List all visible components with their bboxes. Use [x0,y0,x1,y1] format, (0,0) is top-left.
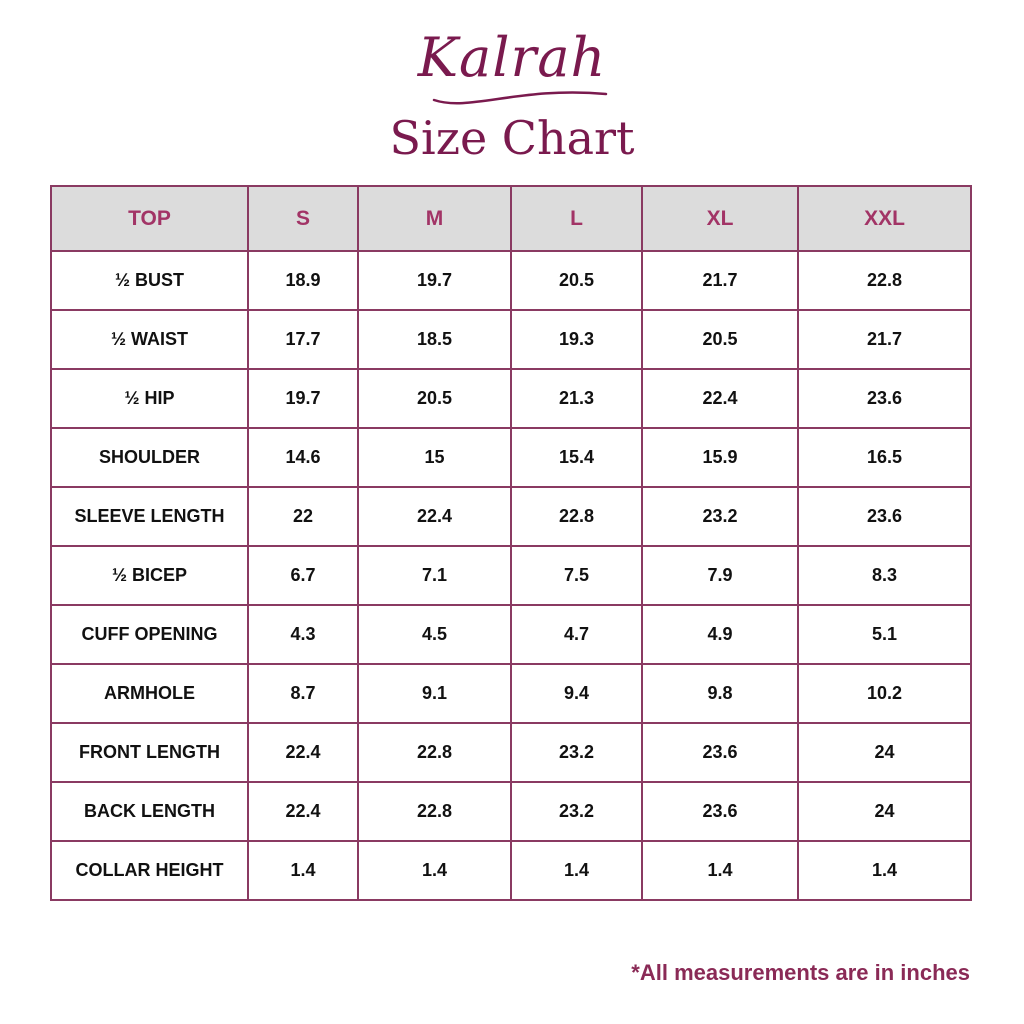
row-label: FRONT LENGTH [51,723,248,782]
column-header-xxl: XXL [798,186,971,251]
table-cell: 1.4 [358,841,511,900]
table-cell: 24 [798,723,971,782]
table-cell: 19.7 [358,251,511,310]
column-header-m: M [358,186,511,251]
table-cell: 24 [798,782,971,841]
row-label: SHOULDER [51,428,248,487]
table-cell: 19.3 [511,310,642,369]
table-row [51,841,971,900]
table-row [51,664,971,723]
table-cell: 7.1 [358,546,511,605]
table-cell: 16.5 [798,428,971,487]
table-cell: 22.8 [798,251,971,310]
table-row [51,310,971,369]
table-cell: 21.3 [511,369,642,428]
row-label: ARMHOLE [51,664,248,723]
measurement-footnote: *All measurements are in inches [631,960,970,985]
row-label: ½ BUST [51,251,248,310]
table-row [51,251,971,310]
table-cell: 20.5 [511,251,642,310]
page-title: Size Chart [389,111,635,165]
table-cell: 4.3 [248,605,358,664]
column-header-xl: XL [642,186,798,251]
table-row [51,428,971,487]
table-cell: 21.7 [798,310,971,369]
table-cell: 5.1 [798,605,971,664]
table-cell: 20.5 [642,310,798,369]
column-header-l: L [511,186,642,251]
table-cell: 23.6 [798,487,971,546]
table-cell: 21.7 [642,251,798,310]
table-cell: 23.2 [511,782,642,841]
table-cell: 17.7 [248,310,358,369]
table-cell: 23.2 [642,487,798,546]
table-cell: 22.8 [358,782,511,841]
table-cell: 22.8 [358,723,511,782]
table-cell: 9.4 [511,664,642,723]
table-cell: 22.4 [248,723,358,782]
table-cell: 1.4 [798,841,971,900]
table-cell: 7.5 [511,546,642,605]
table-row [51,782,971,841]
row-label: ½ HIP [51,369,248,428]
table-cell: 18.9 [248,251,358,310]
column-header-top: TOP [51,186,248,251]
brand-logo: Kalrah [417,26,607,89]
table-cell: 19.7 [248,369,358,428]
table-cell: 7.9 [642,546,798,605]
table-cell: 23.6 [642,782,798,841]
table-cell: 22.4 [248,782,358,841]
table-cell: 4.5 [358,605,511,664]
table-cell: 18.5 [358,310,511,369]
table-cell: 20.5 [358,369,511,428]
table-cell: 9.8 [642,664,798,723]
table-cell: 10.2 [798,664,971,723]
table-cell: 22.4 [358,487,511,546]
table-cell: 14.6 [248,428,358,487]
row-label: BACK LENGTH [51,782,248,841]
row-label: CUFF OPENING [51,605,248,664]
table-cell: 1.4 [511,841,642,900]
table-cell: 8.7 [248,664,358,723]
table-cell: 4.7 [511,605,642,664]
table-cell: 23.6 [642,723,798,782]
table-cell: 1.4 [642,841,798,900]
table-cell: 15.4 [511,428,642,487]
table-row [51,605,971,664]
table-cell: 15 [358,428,511,487]
row-label: ½ WAIST [51,310,248,369]
table-body [51,251,971,900]
table-cell: 23.6 [798,369,971,428]
table-cell: 15.9 [642,428,798,487]
table-row [51,723,971,782]
table-cell: 4.9 [642,605,798,664]
table-row [51,546,971,605]
table-cell: 22.4 [642,369,798,428]
table-cell: 23.2 [511,723,642,782]
header-row [51,186,971,251]
column-header-s: S [248,186,358,251]
row-label: SLEEVE LENGTH [51,487,248,546]
table-cell: 1.4 [248,841,358,900]
table-cell: 22 [248,487,358,546]
table-cell: 8.3 [798,546,971,605]
table-row [51,369,971,428]
table-cell: 6.7 [248,546,358,605]
table-cell: 9.1 [358,664,511,723]
table-row [51,487,971,546]
row-label: ½ BICEP [51,546,248,605]
row-label: COLLAR HEIGHT [51,841,248,900]
table-cell: 22.8 [511,487,642,546]
size-chart-table [50,185,972,901]
